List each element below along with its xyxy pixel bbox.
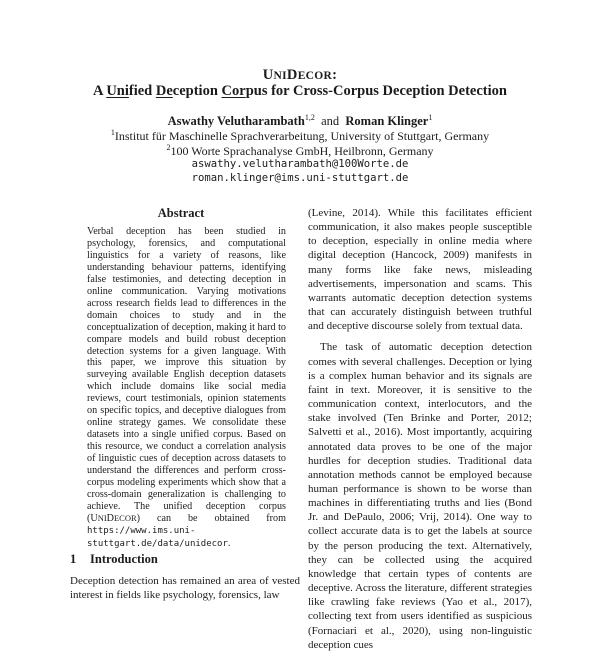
abstract-body: [87, 226, 286, 551]
title-underlined-text: Cor: [221, 83, 246, 99]
section-title: Introduction: [90, 552, 158, 566]
title-text: ECOR: [297, 70, 333, 82]
paragraph: The task of automatic deception detection comes with several challenges. Deception or lying is a complex human behavior and its signals are faint in text. Moreover, it is sensitive to the communication context, interlocutors, and the stake involved (Ten Brinke and Porter, 2012; Salvetti et al., 2016). Most importantly, acquiring annotated data proves to be one of the major hurdles for deception studies. Traditional data annotation methods cannot be employed because human performance is shown to be worse than machines in differentiating truths and lies (Bond Jr. and DePaulo, 2006; Vrij, 2014). One way to collect accurate data is to get the labels at source by the person producing the text. Alternatively, they can be collected using the acquired knowledge that certain types of contents are deceptive. Across the literature, different strategies like crawling fake reviews (Yao et al., 2017), collecting text from users identified as suspicious (Fornaciari et al., 2020), using non-linguistic deception cues: [308, 341, 532, 651]
affiliation-text: 100 Worte Sprachanalyse GmbH, Heilbronn, Germany: [170, 144, 434, 158]
title-text: U: [262, 67, 274, 83]
affiliation-1: [0, 128, 600, 144]
title-text: ception: [172, 83, 222, 99]
right-column-body: [308, 206, 532, 652]
title-text: fied: [128, 83, 156, 99]
affiliation-mark: 2: [166, 143, 171, 152]
title-text: NI: [273, 70, 287, 82]
title-text: D: [286, 67, 298, 83]
section-heading-introduction: [70, 552, 158, 567]
abstract-heading: Abstract: [157, 206, 205, 220]
affiliation-text: Institut für Maschinelle Sprachverarbeitung, University of Stuttgart, Germany: [114, 129, 490, 143]
author-affiliation-mark: 1: [428, 113, 433, 122]
title-underlined-text: De: [155, 83, 173, 99]
author-name: Aswathy Velutharambath: [167, 114, 305, 129]
title-text: :: [332, 67, 338, 83]
corpus-name: D: [106, 512, 114, 524]
email-author-2: roman.klinger@ims.uni-stuttgart.de: [191, 172, 409, 184]
abstract-text: Verbal deception has been studied in psychology, forensics, and computational linguistics for a variety of reasons, like understanding behaviour patterns, identifying false testimonies, and detecting deception in online communication. Varying motivations across research fields lead to differences in the domain choices to study and in the conceptualization of deception, making it hard to compare models and build robust deception detection systems for a given language. With this paper, we improve this situation by surveying available English deception datasets which include domains like social media reviews, court testimonials, opinion statements on specific topics, and deceptive dialogues from online strategy games. We consolidate these datasets into a single unified corpus. Based on this resource, we conduct a correlation analysis of linguistic cues of deception across datasets to understand the differences and perform cross-corpus modeling experiments which show that a cross-domain generalization is challenging to achieve. The unified deception corpus (: [87, 226, 286, 524]
paper-title-line-1: [0, 67, 600, 84]
introduction-body: Deception detection has remained an area of vested interest in fields like psychology, forensics, law: [70, 575, 300, 601]
title-text: pus for Cross-Corpus Deception Detection: [245, 83, 507, 99]
email-author-1: aswathy.velutharambath@100Worte.de: [191, 158, 409, 170]
affiliation-mark: 1: [110, 128, 115, 137]
affiliation-2: [0, 143, 600, 159]
author-list: [0, 113, 600, 129]
corpus-name: ECOR: [113, 512, 137, 523]
corpus-name: U: [90, 512, 98, 524]
dataset-url-link[interactable]: https://www.ims.uni-stuttgart.de/data/unidecor: [87, 525, 228, 549]
author-conjunction: and: [321, 114, 340, 129]
title-underlined-text: Uni: [106, 83, 129, 99]
author-name: Roman Klinger: [345, 114, 429, 129]
corpus-name: NI: [97, 512, 107, 523]
paper-title-line-2: [0, 83, 600, 100]
title-text: A: [93, 83, 107, 99]
section-number: 1: [70, 552, 77, 566]
paragraph: (Levine, 2014). While this facilitates efficient communication, it also makes people susceptible to deception, especially in online media where digital deception (Hancock, 2009) manifests in many forms like fake news, misleading advertisements, impersonation and scams. This warrants automatic deception detection systems that can accurately distinguish between truthful and deceptive discourse solely from textual data.: [308, 207, 532, 333]
abstract-text: .: [227, 537, 231, 549]
author-affiliation-mark: 1,2: [304, 113, 315, 122]
abstract-text: ) can be obtained from: [136, 512, 286, 524]
